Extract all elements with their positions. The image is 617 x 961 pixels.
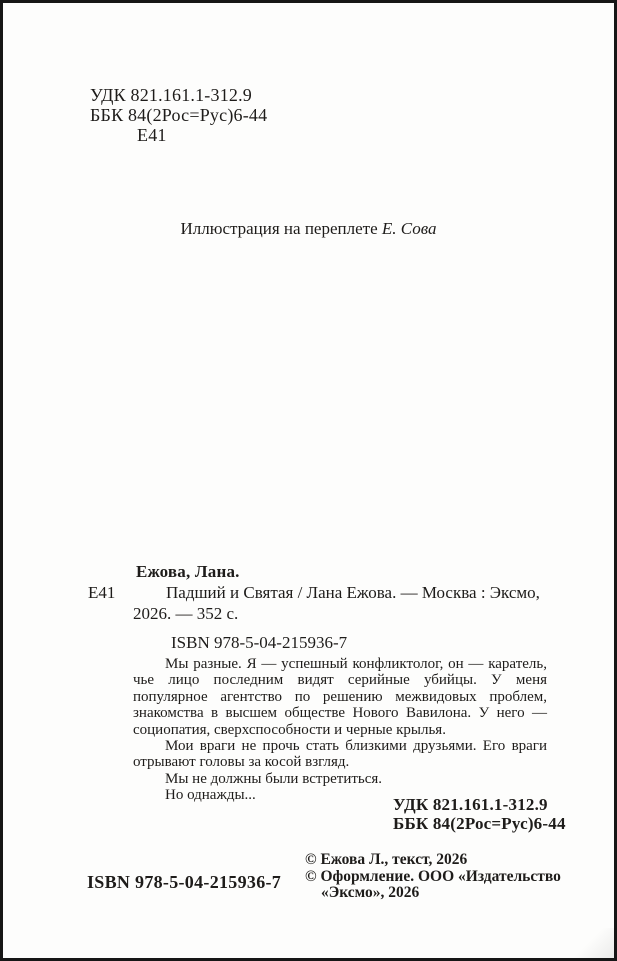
author-heading: Ежова, Лана. bbox=[136, 562, 240, 581]
annotation-paragraph: Мы не должны были встретиться. bbox=[165, 770, 383, 787]
copyright-block bbox=[305, 852, 561, 902]
bibliographic-block bbox=[85, 561, 548, 653]
catalog-entry bbox=[85, 582, 548, 624]
book-annotation bbox=[133, 656, 547, 804]
isbn-line: ISBN 978-5-04-215936-7 bbox=[171, 633, 348, 652]
cover-artist-name: Е. Сова bbox=[381, 219, 437, 238]
catalog-entry-text: Падший и Святая / Лана Ежова. — Москва : Эксмо, 2026. — 352 с. bbox=[133, 583, 540, 623]
author-sign-code: Е41 bbox=[137, 125, 167, 145]
top-classification-codes bbox=[90, 85, 267, 145]
annotation-paragraph: Мы разные. Я — успешный конфликтолог, он — каратель, чье лицо последним видят серийные убийцы. У меня популярное агентство по решению межвидовых проблем, знакомства в высшем обществе Нового Вавилона. У него — социопатия, сверхспособности и черные крылья. bbox=[133, 656, 547, 738]
bottom-classification-codes bbox=[393, 796, 566, 833]
udk-code: УДК 821.161.1-312.9 bbox=[90, 85, 253, 105]
annotation-paragraph: Но однажды... bbox=[165, 787, 256, 804]
bbk-code: ББК 84(2Рос=Рус)6-44 bbox=[90, 105, 268, 125]
udk-code-bold: УДК 821.161.1-312.9 bbox=[393, 795, 548, 814]
copyright-line: © Оформление. ООО «Издательство bbox=[305, 867, 561, 885]
copyright-line: © Ежова Л., текст, 2026 bbox=[305, 851, 468, 868]
cover-credit-text: Иллюстрация на переплете bbox=[180, 219, 378, 238]
annotation-paragraph: Мои враги не прочь стать близкими друзьями. Его враги отрывают головы за косой взгляд. bbox=[133, 738, 547, 771]
footer-isbn: ISBN 978-5-04-215936-7 bbox=[87, 872, 282, 892]
copyright-line: «Эксмо», 2026 bbox=[321, 884, 420, 901]
cover-illustration-credit bbox=[3, 219, 614, 239]
bbk-code-bold: ББК 84(2Рос=Рус)6-44 bbox=[393, 813, 566, 833]
catalog-entry-code: Е41 bbox=[88, 583, 116, 602]
